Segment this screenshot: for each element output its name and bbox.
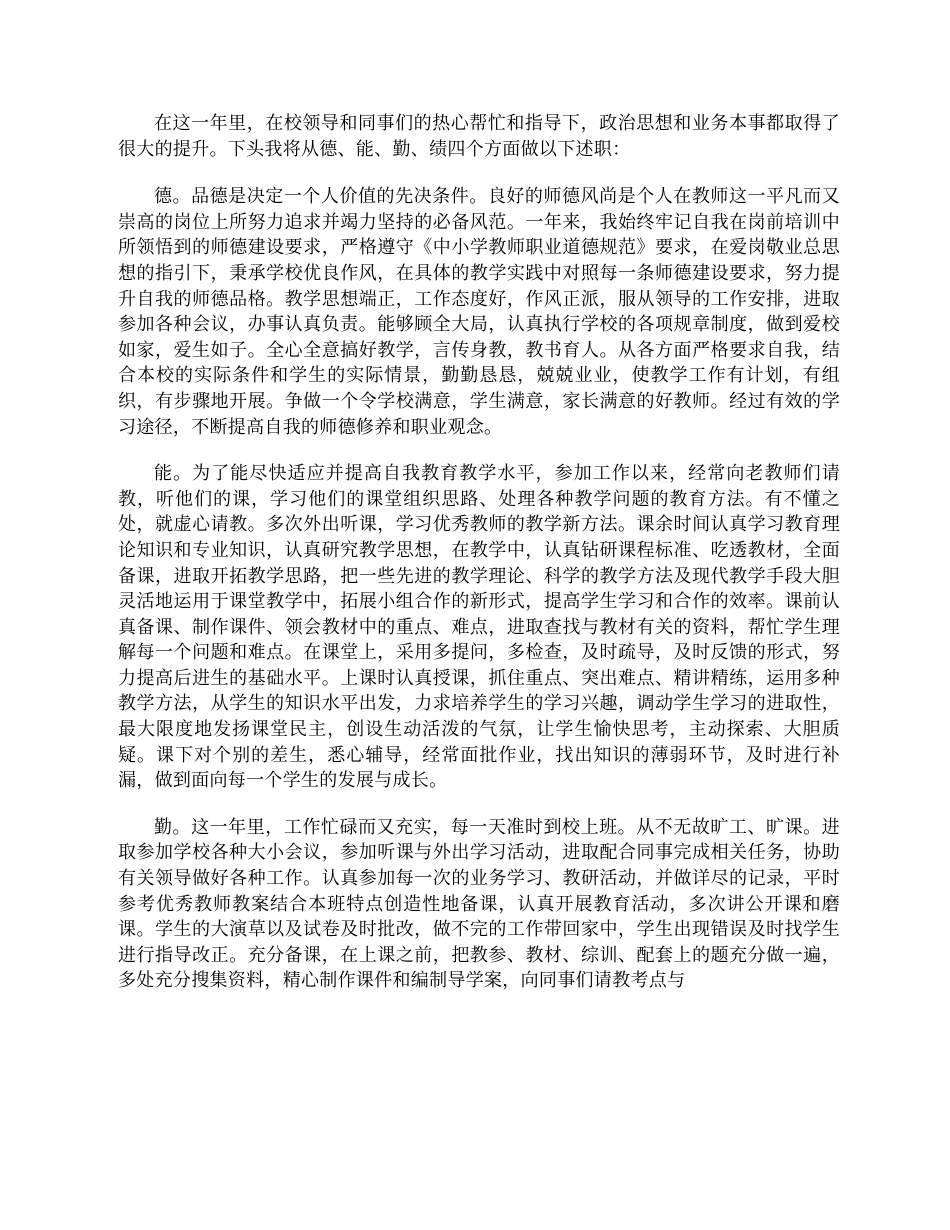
paragraph-intro: 在这一年里，在校领导和同事们的热心帮忙和指导下，政治思想和业务本事都取得了很大的提升。下头我将从德、能、勤、绩四个方面做以下述职： [118,113,840,160]
document-body [118,111,840,1015]
paragraph-virtue: 德。品德是决定一个人价值的先决条件。良好的师德风尚是个人在教师这一平凡而又崇高的岗位上所努力追求并竭力坚持的必备风范。一年来，我始终牢记自我在岗前培训中所领悟到的师德建设要求，严格遵守《中小学教师职业道德规范》要求，在爱岗敬业总思想的指引下，秉承学校优良作风，在具体的教学实践中对照每一条师德建设要求，努力提升自我的师德品格。教学思想端正，工作态度好，作风正派，服从领导的工作安排，进取参加各种会议，办事认真负责。能够顾全大局，认真执行学校的各项规章制度，做到爱校如家，爱生如子。全心全意搞好教学，言传身教，教书育人。从各方面严格要求自我，结合本校的实际条件和学生的实际情景，勤勤恳恳，兢兢业业，使教学工作有计划，有组织，有步骤地开展。争做一个令学校满意，学生满意，家长满意的好教师。经过有效的学习途径，不断提高自我的师德修养和职业观念。 [118,186,840,438]
paragraph-ability: 能。为了能尽快适应并提高自我教育教学水平，参加工作以来，经常向老教师们请教，听他们的课，学习他们的课堂组织思路、处理各种教学问题的教育方法。有不懂之处，就虚心请教。多次外出听课，学习优秀教师的教学新方法。课余时间认真学习教育理论知识和专业知识，认真研究教学思想，在教学中，认真钻研课程标准、吃透教材，全面备课，进取开拓教学思路，把一些先进的教学理论、科学的教学方法及现代教学手段大胆灵活地运用于课堂教学中，拓展小组合作的新形式，提高学生学习和合作的效率。课前认真备课、制作课件、领会教材中的重点、难点，进取查找与教材有关的资料，帮忙学生理解每一个问题和难点。在课堂上，采用多提问，多检查，及时疏导，及时反馈的形式，努力提高后进生的基础水平。上课时认真授课，抓住重点、突出难点、精讲精练，运用多种教学方法，从学生的知识水平出发，力求培养学生的学习兴趣，调动学生学习的进取性，最大限度地发扬课堂民主，创设生动活泼的气氛，让学生愉快思考，主动探索、大胆质疑。课下对个别的差生，悉心辅导，经常面批作业，找出知识的薄弱环节，及时进行补漏，做到面向每一个学生的发展与成长。 [118,463,840,792]
paragraph-diligence: 勤。这一年里，工作忙碌而又充实，每一天准时到校上班。从不无故旷工、旷课。进取参加学校各种大小会议，参加听课与外出学习活动，进取配合同事完成相关任务，协助有关领导做好各种工作。认真参加每一次的业务学习、教研活动，并做详尽的记录，平时参考优秀教师教案结合本班特点创造性地备课，认真开展教育活动，多次讲公开课和磨课。学生的大演草以及试卷及时批改，做不完的工作带回家中，学生出现错误及时找学生进行指导改正。充分备课，在上课之前，把教参、教材、综训、配套上的题充分做一遍，多处充分搜集资料，精心制作课件和编制导学案，向同事们请教考点与 [118,816,840,992]
